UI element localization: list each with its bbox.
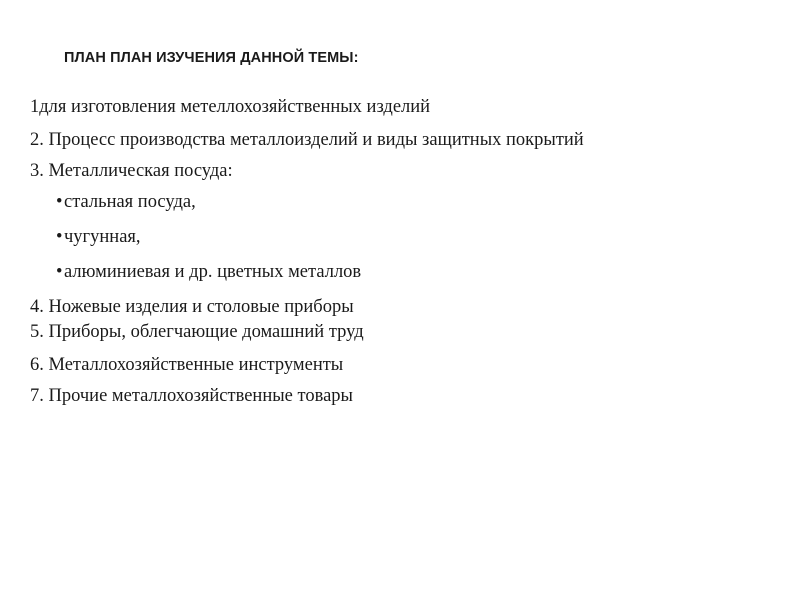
- plan-item-5: 5. Приборы, облегчающие домашний труд: [30, 322, 364, 342]
- bullet-icon: •: [56, 192, 63, 212]
- plan-item-1: 1для изготовления метеллохозяйственных изделий: [30, 97, 431, 117]
- plan-subitem-3: [30, 261, 756, 284]
- plan-subitem-label: чугунная,: [64, 227, 141, 247]
- plan-item-6: 6. Металлохозяйственные инструменты: [30, 355, 344, 375]
- plan-subitem-2: [30, 226, 756, 249]
- plan-item-4: 4. Ножевые изделия и столовые приборы: [30, 297, 354, 317]
- plan-item-3: 3. Металлическая посуда:: [30, 161, 233, 181]
- plan-subitem-label: алюминиевая и др. цветных металлов: [64, 262, 362, 282]
- slide-title: ПЛАН ПЛАН ИЗУЧЕНИЯ ДАННОЙ ТЕМЫ:: [64, 50, 359, 66]
- plan-list: [30, 96, 756, 408]
- plan-item-7: 7. Прочие металлохозяйственные товары: [30, 386, 353, 406]
- plan-subitem-label: стальная посуда,: [64, 192, 196, 212]
- bullet-icon: •: [56, 262, 63, 282]
- plan-subitem-1: [30, 191, 756, 214]
- plan-item-2: 2. Процесс производства металлоизделий и виды защитных покрытий: [30, 130, 584, 150]
- bullet-icon: •: [56, 227, 63, 247]
